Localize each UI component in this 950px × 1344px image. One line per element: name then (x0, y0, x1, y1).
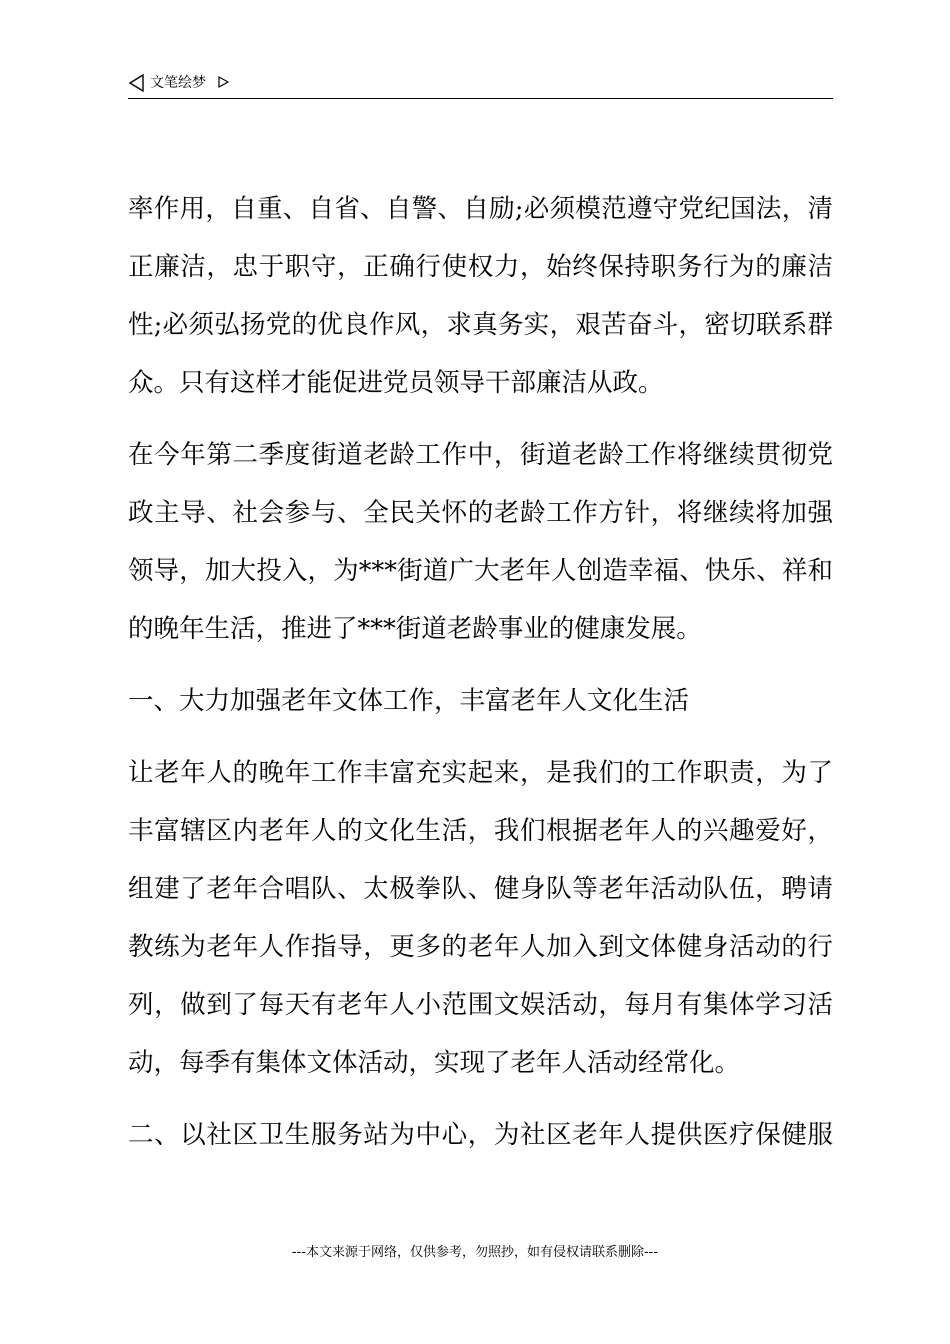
text-line: 丰富辖区内老年人的文化生活，我们根据老年人的兴趣爱好， (128, 816, 833, 846)
text-line: 动，每季有集体文体活动，实现了老年人活动经常化。 (128, 1048, 741, 1078)
section-heading (128, 672, 833, 730)
triangle-left-icon (128, 74, 146, 92)
section-heading (128, 1106, 833, 1164)
document-body (128, 180, 833, 1178)
page-header (128, 70, 833, 99)
text-line: 领导，加大投入，为***街道广大老年人创造幸福、快乐、祥和 (128, 556, 833, 586)
triangle-right-icon (217, 76, 229, 88)
text-line: 组建了老年合唱队、太极拳队、健身队等老年活动队伍，聘请 (128, 874, 833, 904)
text-line: 的晚年生活，推进了***街道老龄事业的健康发展。 (128, 614, 702, 644)
text-line: 一、大力加强老年文体工作，丰富老年人文化生活 (128, 686, 690, 716)
header-title: 文笔绘梦 (150, 75, 206, 91)
paragraph (128, 744, 833, 1092)
text-line: 政主导、社会参与、全民关怀的老龄工作方针，将继续将加强 (128, 498, 833, 528)
text-line: 率作用，自重、自省、自警、自励;必须模范遵守党纪国法，清 (128, 194, 833, 224)
text-line: 二、以社区卫生服务站为中心，为社区老年人提供医疗保健服 (128, 1120, 833, 1150)
footer-disclaimer: ---本文来源于网络，仅供参考，勿照抄，如有侵权请联系删除--- (291, 1245, 659, 1260)
text-line: 正廉洁，忠于职守，正确行使权力，始终保持职务行为的廉洁 (128, 252, 833, 282)
text-line: 列，做到了每天有老年人小范围文娱活动，每月有集体学习活 (128, 990, 833, 1020)
text-line: 性;必须弘扬党的优良作风，求真务实，艰苦奋斗，密切联系群 (128, 310, 833, 340)
paragraph (128, 426, 833, 658)
text-line: 让老年人的晚年工作丰富充实起来，是我们的工作职责，为了 (128, 758, 833, 788)
paragraph (128, 180, 833, 412)
text-line: 在今年第二季度街道老龄工作中，街道老龄工作将继续贯彻党 (128, 440, 833, 470)
text-line: 众。只有这样才能促进党员领导干部廉洁从政。 (128, 368, 664, 398)
text-line: 教练为老年人作指导，更多的老年人加入到文体健身活动的行 (128, 932, 833, 962)
